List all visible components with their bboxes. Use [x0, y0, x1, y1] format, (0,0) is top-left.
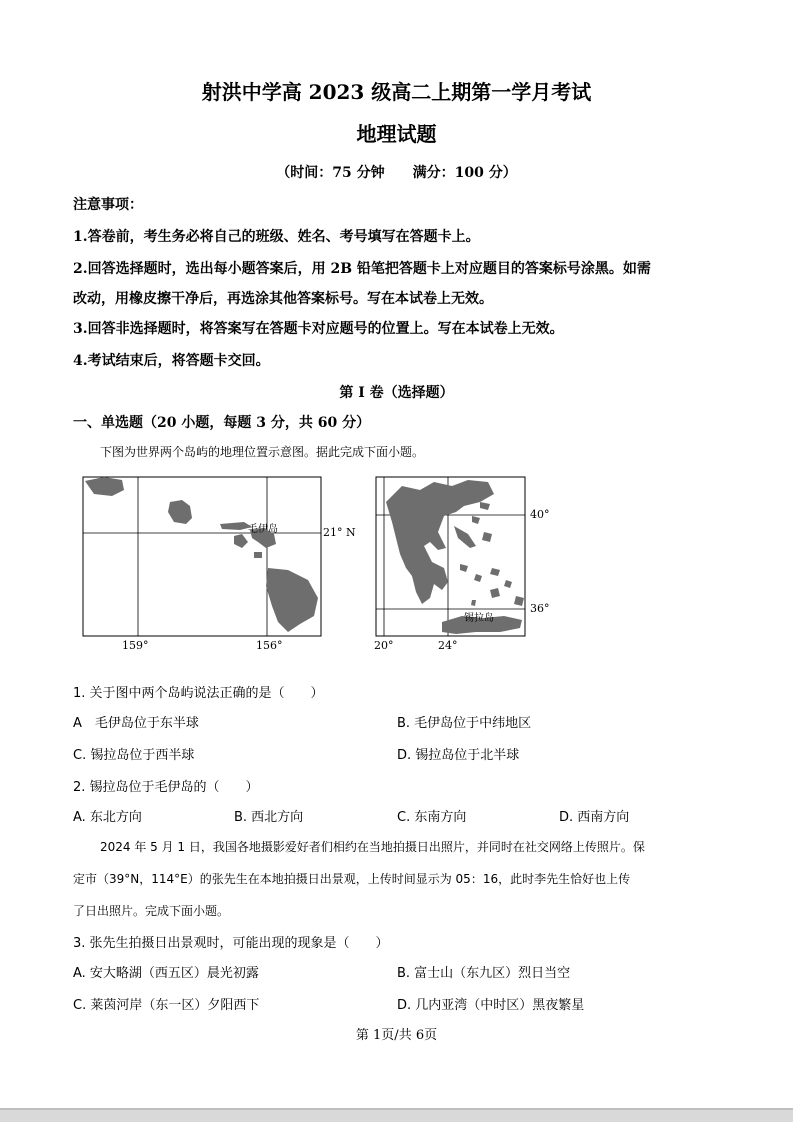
note-item: 4.考试结束后，将答题卡交回。	[73, 353, 270, 369]
hawaii-island	[266, 568, 318, 632]
question-intro: 下图为世界两个岛屿的地理位置示意图。据此完成下面小题。	[100, 445, 425, 459]
maui-map	[82, 472, 357, 652]
question-stem: 1. 关于图中两个岛屿说法正确的是（ ）	[73, 686, 324, 701]
option-c: C. 锡拉岛位于西半球	[73, 748, 195, 763]
greece-mainland	[386, 480, 494, 604]
option-d: D. 西南方向	[559, 810, 630, 825]
latitude-label: 21° N	[323, 526, 356, 539]
longitude-label: 156°	[256, 639, 283, 652]
aegean-island	[482, 532, 492, 542]
latitude-label: 40°	[530, 508, 550, 521]
part-title: 第 I 卷（选择题）	[339, 385, 454, 401]
passage-line: 2024 年 5 月 1 日，我国各地摄影爱好者们相约在当地拍摄日出照片，并同时在社交网络上传照片。保	[100, 840, 645, 854]
option-a: A 毛伊岛位于东半球	[73, 716, 199, 731]
option-a: A. 东北方向	[73, 810, 142, 825]
section-heading: 一、单选题（20 小题，每题 3 分，共 60 分）	[73, 415, 371, 431]
santorini-island	[471, 600, 476, 606]
euboea-island	[454, 526, 476, 548]
kauai-island	[85, 477, 124, 496]
aegean-island	[474, 574, 482, 582]
note-item: 1.答卷前，考生务必将自己的班级、姓名、考号填写在答题卡上。	[73, 229, 480, 245]
maui-label: 毛伊岛	[248, 524, 278, 535]
lanai-island	[234, 534, 248, 548]
subject-title: 地理试题	[356, 122, 437, 146]
option-d: D. 锡拉岛位于北半球	[397, 748, 520, 763]
santorini-label: 锡拉岛	[464, 613, 494, 624]
aegean-island	[490, 588, 500, 598]
aegean-island	[504, 580, 512, 588]
islands	[85, 477, 318, 632]
option-a: A. 安大略湖（西五区）晨光初露	[73, 966, 259, 981]
exam-title: 射洪中学高 2023 级高二上期第一学月考试	[201, 80, 592, 104]
option-c: C. 东南方向	[397, 810, 467, 825]
note-item: 3.回答非选择题时，将答案写在答题卡对应题号的位置上。写在本试卷上无效。	[73, 321, 564, 337]
aegean-island	[480, 502, 490, 510]
question-stem: 3. 张先生拍摄日出景观时，可能出现的现象是（ ）	[73, 936, 389, 951]
option-b: B. 富士山（东九区）烈日当空	[397, 966, 571, 981]
oahu-island	[168, 500, 192, 524]
kahoolawe-island	[254, 552, 262, 558]
option-c: C. 莱茵河岸（东一区）夕阳西下	[73, 998, 260, 1013]
page-bottom-rule	[0, 1108, 793, 1110]
note-item: 改动，用橡皮擦干净后，再选涂其他答案标号。写在本试卷上无效。	[73, 291, 493, 307]
page-number: 第 1页/共 6页	[355, 1028, 438, 1043]
aegean-island	[460, 564, 468, 572]
question-stem: 2. 锡拉岛位于毛伊岛的（ ）	[73, 780, 259, 795]
islands	[386, 480, 524, 634]
longitude-label: 24°	[438, 639, 458, 652]
aegean-island	[514, 596, 524, 606]
option-d: D. 几内亚湾（中时区）黑夜繁星	[397, 998, 585, 1013]
aegean-island	[490, 568, 500, 576]
passage-line: 了日出照片。完成下面小题。	[73, 904, 230, 918]
note-item: 2.回答选择题时，选出每小题答案后，用 2B 铅笔把答题卡上对应题目的答案标号涂黑。如需	[73, 261, 651, 277]
latitude-label: 36°	[530, 602, 550, 615]
passage-line: 定市（39°N，114°E）的张先生在本地拍摄日出景观，上传时间显示为 05：16，此时李先生恰好也上传	[73, 872, 631, 886]
option-b: B. 毛伊岛位于中纬地区	[397, 716, 532, 731]
exam-meta: （时间：75 分钟 满分：100 分）	[276, 165, 517, 181]
longitude-label: 20°	[374, 639, 394, 652]
page-bottom-edge	[0, 1108, 793, 1122]
option-b: B. 西北方向	[234, 810, 304, 825]
aegean-island	[472, 516, 480, 524]
longitude-label: 159°	[122, 639, 149, 652]
notes-heading: 注意事项：	[73, 197, 143, 213]
santorini-map	[372, 472, 562, 652]
